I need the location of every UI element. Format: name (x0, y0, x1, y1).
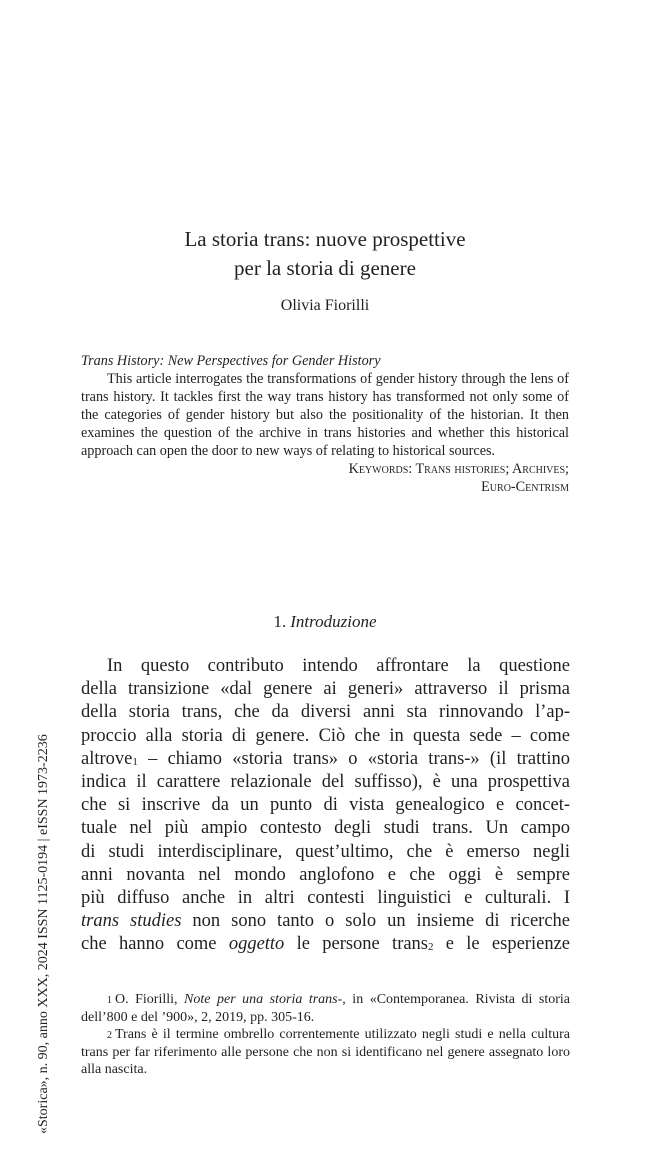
body-line-part: non sono tanto o solo un insieme di ricerche (181, 911, 570, 932)
italic-term: trans studies (81, 911, 182, 932)
author-name: Olivia Fiorilli (280, 297, 370, 314)
section-name: Introduzione (290, 612, 377, 631)
footnote-2 (81, 1026, 570, 1079)
keywords-line-2: Euro-Centrism (481, 479, 569, 495)
body-line-part: le persone trans (284, 934, 429, 955)
body-line-part: e le esperienze (433, 934, 570, 955)
body-line: della transizione «dal genere ai generi» attraverso il prisma (81, 679, 570, 700)
footnote-mark-1: 1 (132, 755, 138, 768)
body-line-part: – chiamo «storia trans» o «storia trans-» (il trattino (137, 748, 570, 769)
keywords (81, 460, 569, 496)
footnote-part: O. Fiorilli, (115, 992, 185, 1007)
article-title-line-2: per la storia di genere (234, 256, 416, 280)
body-line (81, 748, 570, 771)
abstract (81, 352, 569, 496)
body-line: anni novanta nel mondo anglofono e che oggi è sempre (81, 864, 570, 885)
journal-citation-sidebar: «Storica», n. 90, anno XXX, 2024 ISSN 1125-0194 | eISSN 1973-2236 (36, 734, 51, 1134)
body-line (81, 910, 570, 933)
footnote-1 (81, 991, 570, 1026)
footnote-part: , in «Contemporanea. Rivista di storia dell’800 e del ’900», 2, 2019, pp. 305-16. (81, 992, 571, 1025)
body-line: che si inscrive da un punto di vista genealogico e concet- (81, 795, 570, 816)
english-title: Trans History: New Perspectives for Gender History (81, 353, 381, 369)
footnotes (81, 991, 570, 1079)
footnote-text: Trans è il termine ombrello correntemente utilizzato negli studi e nella cultura trans per far riferimento alle persone che non si identificano nel genere assegnato loro alla nascita. (81, 1027, 570, 1077)
article-title (0, 225, 650, 283)
italic-term: oggetto (228, 934, 285, 955)
article-title-line-1: La storia trans: nuove prospettive (184, 227, 466, 251)
keywords-line-1: Keywords: Trans histories; Archives; (348, 461, 569, 477)
body-line: tuale nel più ampio contesto degli studi trans. Un campo (81, 818, 570, 839)
body-line: In questo contributo intendo affrontare la questione (107, 656, 570, 676)
body-line-part: altrove (81, 748, 133, 769)
body-line: indica il carattere relazionale del suffisso), è una prospettiva (81, 771, 570, 792)
footnote-number: 1 (107, 995, 112, 1006)
footnote-mark-2: 2 (428, 941, 434, 954)
body-line: proccio alla storia di genere. Ciò che in questa sede – come (81, 725, 570, 746)
body-line: più diffuso anche in altri contesti linguistici e culturali. I (81, 887, 570, 908)
body-line: di studi interdisciplinare, quest’ultimo, che è emerso negli (81, 841, 570, 862)
footnote-number: 2 (107, 1030, 112, 1041)
body-line-part: che hanno come (81, 934, 229, 955)
footnote-cited-title: Note per una storia trans- (184, 992, 343, 1007)
section-number: 1. (273, 612, 287, 631)
body-line (81, 933, 570, 956)
abstract-text: This article interrogates the transformations of gender history through the lens of trans history. It tackles first the way trans history has transformed not only some of the categories of gender history but also the positionality of the historian. It then examines the question of the archive in trans histories and whether this historical approach can open the door to new ways of relating to historical sources. (81, 371, 569, 459)
section-heading (0, 611, 650, 633)
body-text (81, 655, 570, 956)
body-line: della storia trans, che da diversi anni sta rinnovando l’ap- (81, 702, 570, 723)
